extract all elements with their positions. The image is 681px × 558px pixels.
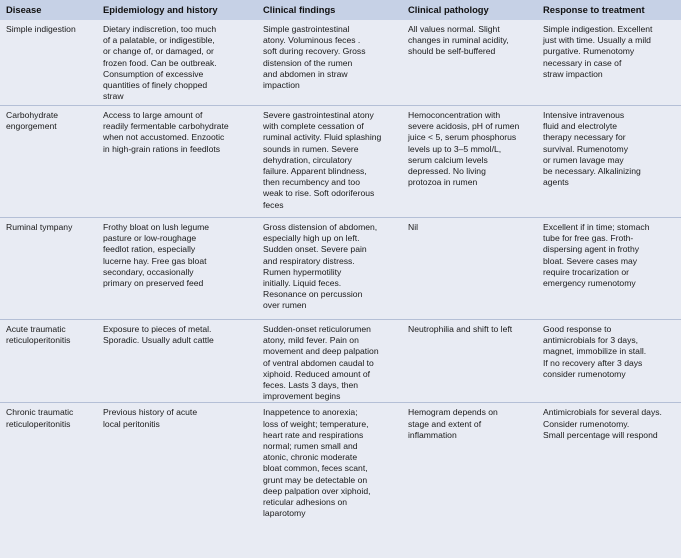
cell-epidemiology: Exposure to pieces of metal. Sporadic. Usually adult cattle	[97, 320, 257, 403]
cell-disease: Carbohydrate engorgement	[0, 106, 97, 218]
cell-treatment: Excellent if in time; stomach tube for free gas. Froth- dispersing agent in frothy bloat. Severe cases may require trocarization or emergency rumenotomy	[537, 218, 681, 320]
table-row	[0, 403, 681, 539]
cell-clinical-findings: Gross distension of abdomen, especially high up on left. Sudden onset. Severe pain and respiratory distress. Rumen hypermotility initially. Liquid feces. Resonance on percussion over rumen	[257, 218, 402, 320]
cell-clinical-findings: Inappetence to anorexia; loss of weight; temperature, heart rate and respirations normal; rumen small and atonic, chronic moderate bloat common, feces scant, grunt may be detectable on deep palpation over xiphoid, reticular adhesions on laparotomy	[263, 407, 371, 519]
cell-treatment: Intensive intravenous fluid and electrolyte therapy necessary for survival. Rumenotomy or rumen lavage may be necessary. Alkalinizing agents	[537, 106, 681, 218]
cell-epidemiology: Dietary indiscretion, too much of a palatable, or indigestible, or change of, or damaged, or frozen food. Can be outbreak. Consumption of excessive quantities of finely chopped straw	[97, 20, 257, 106]
cell-clinical-pathology: All values normal. Slight changes in ruminal acidity, should be self-buffered	[402, 20, 537, 106]
table-row	[0, 218, 681, 320]
cell-clinical-pathology: Hemoconcentration with severe acidosis, pH of rumen juice < 5, serum phosphorus levels up to 3–5 mmol/L, serum calcium levels depressed. No living protozoa in rumen	[402, 106, 537, 218]
header-disease: Disease	[0, 0, 97, 20]
header-clinical-pathology: Clinical pathology	[402, 0, 537, 20]
cell-epidemiology: Access to large amount of readily fermentable carbohydrate when not accustomed. Enzootic in high-grain rations in feedlots	[97, 106, 257, 218]
header-epidemiology: Epidemiology and history	[97, 0, 257, 20]
cell-disease: Simple indigestion	[0, 20, 97, 106]
header-clinical-findings: Clinical findings	[257, 0, 402, 20]
cell-treatment: Antimicrobials for several days. Consider rumenotomy. Small percentage will respond	[543, 407, 662, 440]
table-row	[0, 106, 681, 218]
cell-disease: Chronic traumatic reticuloperitonitis	[6, 407, 74, 429]
table-row	[0, 320, 681, 403]
header-row	[0, 0, 681, 20]
cell-clinical-pathology: Hemogram depends on stage and extent of inflammation	[408, 407, 498, 440]
cell-clinical-findings: Simple gastrointestinal atony. Voluminous feces . soft during recovery. Gross distension of the rumen and abdomen in straw impaction	[257, 20, 402, 106]
cell-clinical-findings: Sudden-onset reticulorumen atony, mild fever. Pain on movement and deep palpation of ventral abdomen caudal to xiphoid. Reduced amount of feces. Lasts 3 days, then improvement begins	[257, 320, 402, 403]
cell-epidemiology: Previous history of acute local peritonitis	[103, 407, 198, 429]
cell-disease: Acute traumatic reticuloperitonitis	[0, 320, 97, 403]
cell-treatment: Good response to antimicrobials for 3 days, magnet, immobilize in stall. If no recovery after 3 days consider rumenotomy	[537, 320, 681, 403]
cell-clinical-findings: Severe gastrointestinal atony with complete cessation of ruminal activity. Fluid splashing sounds in rumen. Severe dehydration, circulatory failure. Apparent blindness, then recumbency and too weak to rise. Soft odoriferous feces	[257, 106, 402, 218]
header-treatment: Response to treatment	[537, 0, 681, 20]
cell-treatment: Simple indigestion. Excellent just with time. Usually a mild purgative. Rumenotomy necessary in case of straw impaction	[537, 20, 681, 106]
cell-disease: Ruminal tympany	[0, 218, 97, 320]
cell-epidemiology: Frothy bloat on lush legume pasture or low-roughage feedlot ration, especially lucerne hay. Free gas bloat secondary, occasionally primary on preserved feed	[97, 218, 257, 320]
table-row	[0, 20, 681, 106]
cell-clinical-pathology: Nil	[402, 218, 537, 320]
cell-clinical-pathology: Neutrophilia and shift to left	[402, 320, 537, 403]
